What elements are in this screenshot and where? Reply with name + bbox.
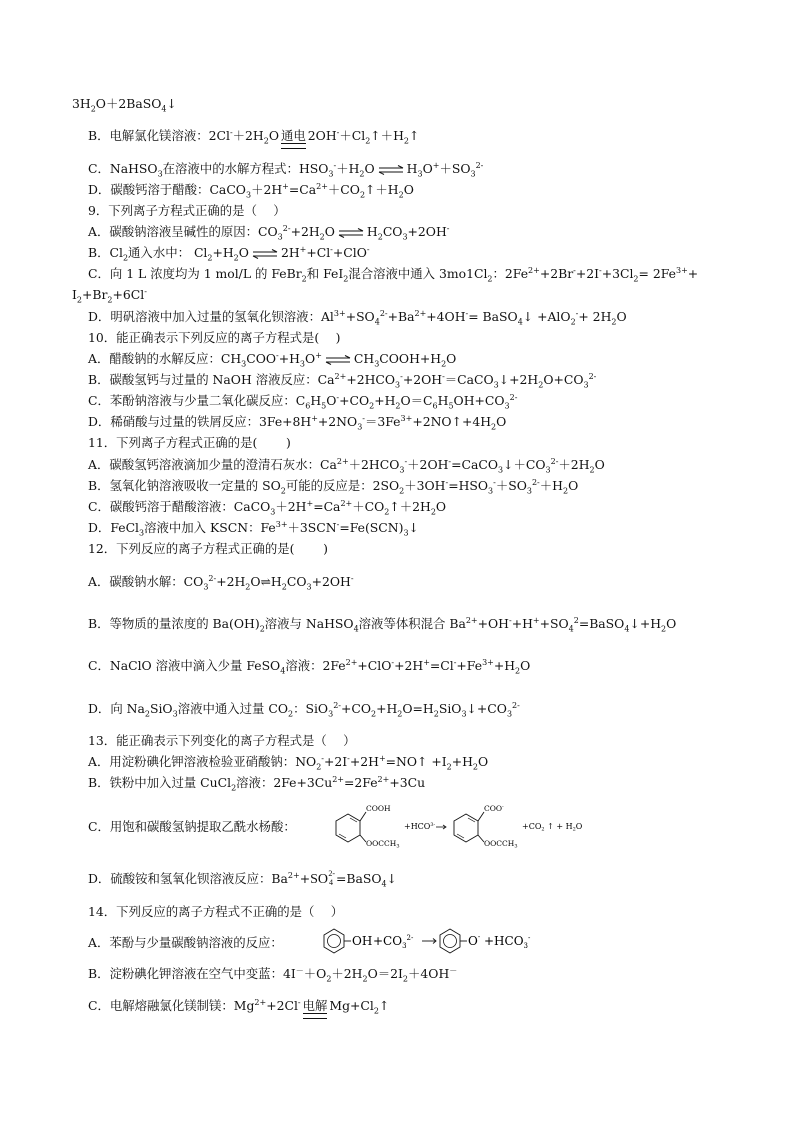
q13-option-a: A．用淀粉碘化钾溶液检验亚硝酸钠：$NO_2^-+2I^-+2H^+=NO↑ +I_2+H_2O$ — [88, 753, 489, 772]
q11-option-c: C．碳酸钙溶于醋酸溶液：$CaCO_3+2H^+=Ca^{2+}+CO_2↑+2H_2O$ — [88, 498, 447, 517]
q10-option-c: C．苯酚钠溶液与少量二氧化碳反应：$C_6H_5O^-+CO_2+H_2O=C_6H_5OH+CO_3^{2-}$ — [88, 392, 518, 411]
q9-option-c: C．向 1 L 浓度均为 1 mol/L 的 FeBr$_2$和 FeI$_2$混合溶液中通入 $3mo1Cl_2$：$2Fe^{2+}+2Br^-+2I^-+3Cl_2= 2Fe^{3+}+$ — [88, 265, 699, 284]
equilibrium-arrow-icon — [325, 355, 351, 365]
option-c-nahso3: C．NaHSO$_3$在溶液中的水解方程式：$HSO_3^-+H_2O$ $H_3O^++SO_3^{2-}$ — [88, 160, 484, 179]
hco3-minus-label: $+HCO_3^-$ — [484, 934, 531, 950]
q12-option-a: A．碳酸钠水解：$CO_3^{2-}+2H_2O\rightleftharpoons H_2CO_3+2OH^-$ — [88, 573, 354, 592]
co3-label: $+CO_3^{2-}$ — [373, 934, 414, 950]
q12-option-d: D．向 $Na_2SiO_3$溶液中通入过量 $CO_2$：$SiO_3^{2-}+CO_2+H_2O=H_2SiO_3↓+CO_3^{2-}$ — [88, 700, 520, 719]
q10-option-a: A．醋酸钠的水解反应：$CH_3COO^-+H_3O^+$ $CH_3COOH+H_2O$ — [88, 350, 457, 369]
q10-option-d: D．稀硝酸与过量的铁屑反应：$3Fe+8H^++2NO_3^-=3Fe^{3+}+2NO↑+4H_2O$ — [88, 413, 507, 432]
q14-option-b: B．淀粉碘化钾溶液在空气中变蓝：$4I^-+O_2+2H_2O=2I_2+4OH^-$ — [88, 965, 458, 984]
q9-option-b: B．$Cl_2$通入水中： $Cl_2+H_2O$ 2H++Cl-+ClO- — [88, 244, 370, 263]
aspirin-reaction-diagram — [326, 800, 626, 850]
benzene-ring-product — [454, 812, 484, 842]
question-9: 9．下列离子方程式正确的是（ ） — [88, 203, 286, 218]
phenoxide-ring-icon — [440, 929, 467, 953]
q13-option-b: B．铁粉中加入过量 CuCl$_2$溶液：$2Fe+3Cu^{2+}=2Fe^{2+}+3Cu$ — [88, 774, 426, 793]
option-d-caco3: D．碳酸钙溶于醋酸：$CaCO_3+2H^+=Ca^{2+}+CO_2↑+H_2O$ — [88, 181, 414, 200]
question-10: 10．能正确表示下列反应的离子方程式是( ) — [88, 330, 341, 345]
oocch3-label-1: $OOCCH_3$ — [366, 839, 400, 850]
question-14: 14．下列反应的离子方程式不正确的是（ ） — [88, 904, 344, 919]
equilibrium-arrow-icon — [378, 165, 404, 175]
q14-option-a: A．苯酚与少量碳酸钠溶液的反应： — [88, 935, 283, 950]
phenol-ring-icon — [324, 929, 351, 953]
o-minus-label: O- — [468, 933, 481, 948]
condition-electrolysis-2: 电解 — [303, 1000, 328, 1019]
reaction-arrow-icon — [436, 825, 446, 829]
question-11: 11．下列离子方程式正确的是( ) — [88, 435, 291, 450]
equilibrium-arrow-icon — [252, 249, 278, 259]
q11-option-d: D．FeCl$_3$溶液中加入 KSCN：$Fe^{3+}+3SCN^-=Fe(SCN)_3↓$ — [88, 519, 419, 538]
q12-option-c: C．NaClO 溶液中滴入少量 FeSO$_4$溶液：$2Fe^{2+}+ClO^-+2H^+=Cl^-+Fe^{3+}+H_2O$ — [88, 657, 531, 676]
products-label: +CO2 ↑ + H2O — [522, 822, 583, 833]
text-line-continuation: $3H_2O+2BaSO_4↓$ — [72, 96, 177, 114]
question-13: 13．能正确表示下列变化的离子方程式是（ ） — [88, 733, 356, 748]
q14-option-c: C．电解熔融氯化镁制镁：$Mg^{2+}+2Cl^-$ 电解 $Mg+Cl_2↑$ — [88, 998, 389, 1019]
q10-option-b: B．碳酸氢钙与过量的 NaOH 溶液反应：$Ca^{2+}+2HCO_3^-+2OH^-=CaCO_3↓+2H_2O+CO_3^{2-}$ — [88, 371, 597, 390]
benzene-ring-reactant — [336, 812, 366, 842]
oocch3-label-2: $OOCCH_3$ — [484, 839, 518, 850]
q9-option-a: A．碳酸钠溶液呈碱性的原因：$CO_3^{2-}+2H_2O$ $H_2CO_3+2OH^-$ — [88, 223, 450, 242]
cooh-label: COOH — [366, 804, 391, 813]
hco3-label: $+HCO^3-$ — [404, 822, 436, 831]
question-12: 12．下列反应的离子方程式正确的是( ) — [88, 541, 329, 556]
equilibrium-arrow-icon — [338, 228, 364, 238]
q9-option-c-cont: $I_2+Br_2+6Cl^-$ — [72, 286, 147, 305]
q11-option-b: B．氢氧化钠溶液吸收一定量的 $SO_2$可能的反应是：$2SO_2+3OH^-=HSO_3^-+SO_3^{2-}+H_2O$ — [88, 477, 579, 496]
q11-option-a: A．碳酸氢钙溶液滴加少量的澄清石灰水：$Ca^{2+}+2HCO_3^-+2OH^-=CaCO_3↓+CO_3^{2-}+2H_2O$ — [88, 456, 605, 475]
q13-option-c: C．用饱和碳酸氢钠提取乙酰水杨酸： — [88, 819, 296, 834]
coo-minus-label: COO- — [484, 804, 504, 813]
q12-option-b: B．等物质的量浓度的 $Ba(OH)_2$溶液与 NaHSO$_4$溶液等体积混合 $Ba^{2+}+OH^-+H^++SO_4^2=BaSO_4↓+H_2O$ — [88, 615, 677, 634]
phenol-reaction-diagram — [318, 925, 538, 955]
arrow-icon — [422, 939, 436, 944]
q9-option-d: D．明矾溶液中加入过量的氢氧化钡溶液：$Al^{3+}+SO_4^{2-}+Ba^{2+}+4OH^-=$ BaSO$_4$↓ $+AlO_2^-+ 2H_2O$ — [88, 308, 627, 327]
option-b-mgcl2: B．电解氯化镁溶液：$2Cl^-+2H_2O$ 通电 $2OH^-+Cl_2↑+H_2↑$ — [88, 128, 419, 149]
q13-option-d: D．硫酸铵和氢氧化钡溶液反应：$Ba^{2+}+SO$ 2- 4 =BaSO$_4$↓ — [88, 869, 398, 889]
oh-label: OH — [352, 934, 373, 948]
condition-electrolysis: 通电 — [281, 130, 306, 149]
